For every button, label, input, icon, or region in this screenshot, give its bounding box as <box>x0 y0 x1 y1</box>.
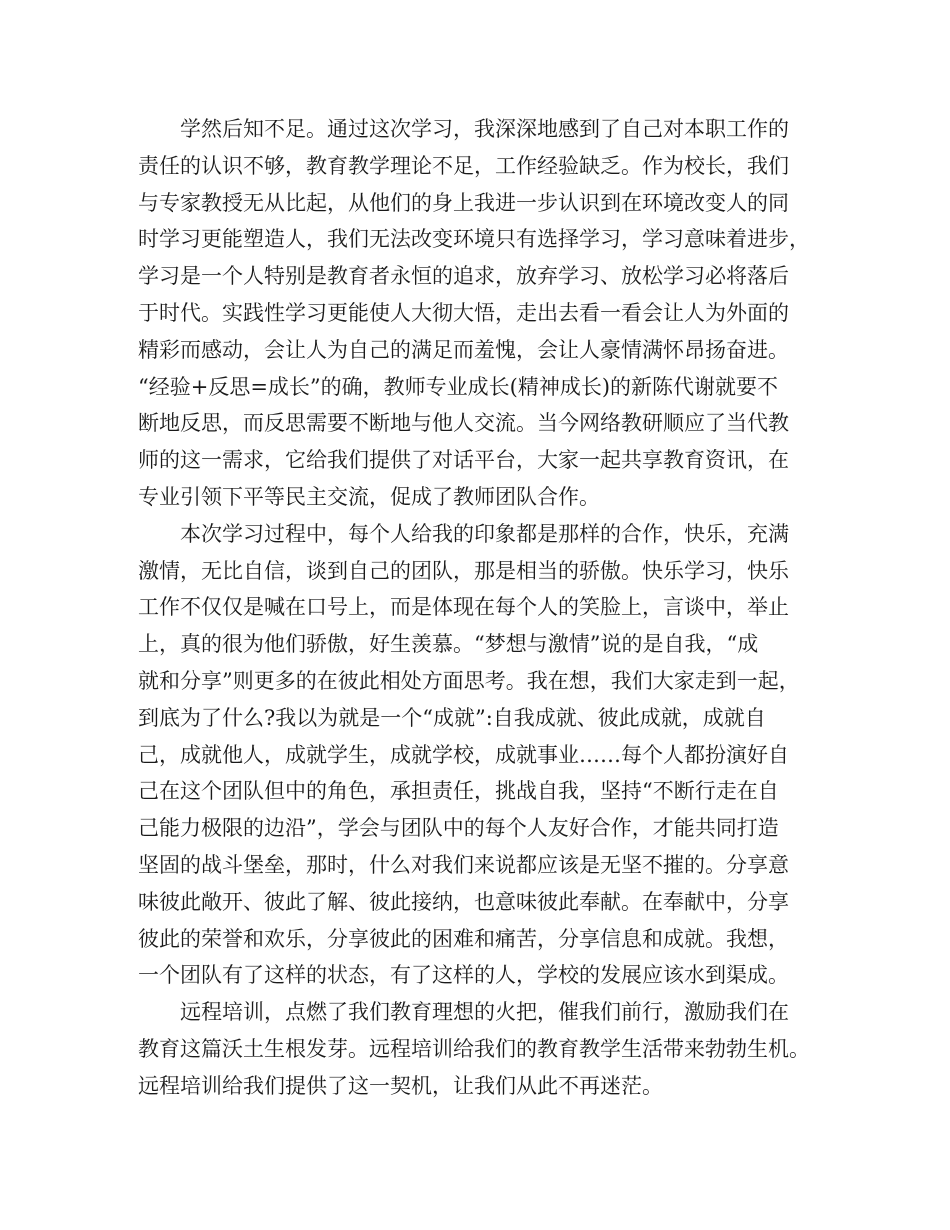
text-line: 彼此的荣誉和欢乐，分享彼此的困难和痛苦，分享信息和成就。我想， <box>138 926 789 951</box>
text-line: 一个团队有了这样的状态，有了这样的人，学校的发展应该水到渠成。 <box>138 963 789 988</box>
text-line: 与专家教授无从比起，从他们的身上我进一步认识到在环境改变人的同 <box>138 190 789 215</box>
text-line: 师的这一需求，它给我们提供了对话平台，大家一起共享教育资讯，在 <box>138 448 789 473</box>
text-line: 激情，无比自信，谈到自己的团队，那是相当的骄傲。快乐学习，快乐 <box>138 558 789 583</box>
text-line: 到底为了什么?我以为就是一个“成就”:自我成就、彼此成就，成就自 <box>138 705 766 730</box>
text-line: 坚固的战斗堡垒，那时，什么对我们来说都应该是无坚不摧的。分享意 <box>138 852 789 877</box>
text-line: 己能力极限的边沿”，学会与团队中的每个人友好合作，才能共同打造 <box>138 816 779 841</box>
text-line: 远程培训，点燃了我们教育理想的火把，催我们前行，激励我们在 <box>180 1000 789 1025</box>
text-line: 教育这篇沃土生根发芽。远程培训给我们的教育教学生活带来勃勃生机。 <box>138 1036 810 1061</box>
text-line: 味彼此敞开、彼此了解、彼此接纳，也意味彼此奉献。在奉献中，分享 <box>138 889 789 914</box>
text-line: 己在这个团队但中的角色，承担责任，挑战自我，坚持“不断行走在自 <box>138 779 779 804</box>
text-line: 本次学习过程中，每个人给我的印象都是那样的合作，快乐，充满 <box>180 521 789 546</box>
paragraph-3 <box>138 994 828 1104</box>
text-line: 专业引领下平等民主交流，促成了教师团队合作。 <box>138 484 600 509</box>
text-line: 学然后知不足。通过这次学习，我深深地感到了自己对本职工作的 <box>180 117 789 141</box>
text-line: 于时代。实践性学习更能使人大彻大悟，走出去看一看会让人为外面的 <box>138 300 789 325</box>
text-line: 学习是一个人特别是教育者永恒的追求，放弃学习、放松学习必将落后 <box>138 264 789 289</box>
paragraph-2 <box>138 516 828 994</box>
text-line: 责任的认识不够，教育教学理论不足，工作经验缺乏。作为校长，我们 <box>138 153 789 178</box>
document-body <box>138 111 828 1105</box>
text-line: 时学习更能塑造人，我们无法改变环境只有选择学习，学习意味着进步， <box>138 227 810 252</box>
text-line: 断地反思，而反思需要不断地与他人交流。当今网络教研顺应了当代教 <box>138 411 789 436</box>
text-line: “经验+反思=成长”的确，教师专业成长(精神成长)的新陈代谢就要不 <box>138 374 779 399</box>
text-line: 精彩而感动，会让人为自己的满足而羞愧，会让人豪情满怀昂扬奋进。 <box>138 337 789 362</box>
text-line: 远程培训给我们提供了这一契机，让我们从此不再迷茫。 <box>138 1073 663 1098</box>
text-line: 就和分享”则更多的在彼此相处方面思考。我在想，我们大家走到一起， <box>138 668 800 693</box>
text-line: 上，真的很为他们骄傲，好生羡慕。“梦想与激情”说的是自我，“成 <box>138 632 759 657</box>
text-line: 己，成就他人，成就学生，成就学校，成就事业……每个人都扮演好自 <box>138 742 789 767</box>
paragraph-1 <box>138 111 828 516</box>
text-line: 工作不仅仅是喊在口号上，而是体现在每个人的笑脸上，言谈中，举止 <box>138 595 789 620</box>
